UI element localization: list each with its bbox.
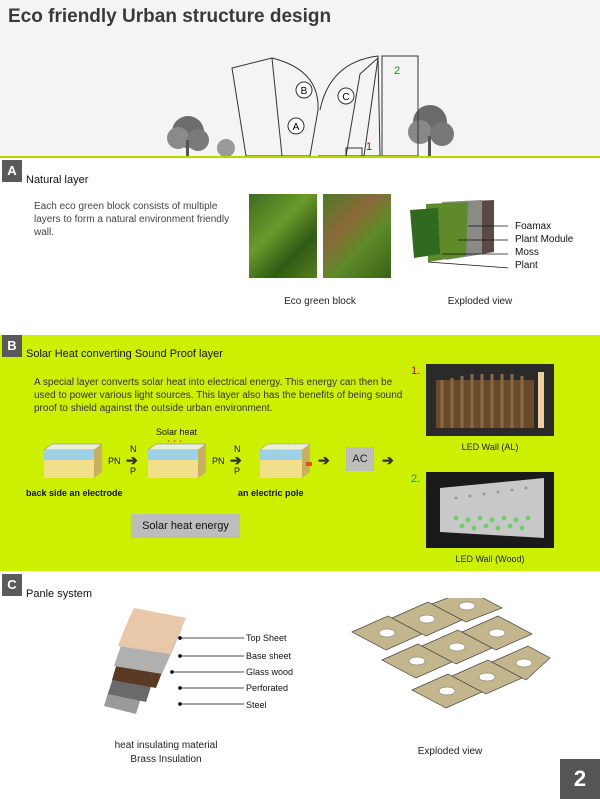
exploded-view-a xyxy=(398,196,508,270)
pn-label-1: PN xyxy=(108,456,121,466)
marker-c: C xyxy=(342,92,350,103)
layer-perforated: Perforated xyxy=(246,683,289,693)
ac-box: AC xyxy=(346,447,374,471)
layer-plant-module: Plant Module xyxy=(515,234,574,245)
marker-a: A xyxy=(292,122,300,133)
caption-heat-insulating: heat insulating material xyxy=(114,740,218,751)
electric-pole-label: an electric pole xyxy=(238,488,304,498)
section-a-text: Each eco green block consists of multiple layers to form a natural environment friendly wall. xyxy=(34,201,230,238)
led-wall-wood-image xyxy=(426,472,554,548)
layer-moss: Moss xyxy=(515,247,539,258)
section-a-badge: A xyxy=(2,160,22,182)
n-label-2: N xyxy=(234,444,241,454)
marker-b: B xyxy=(300,86,308,97)
caption-eco-green-block: Eco green block xyxy=(284,296,356,307)
arrow-right-icon-3: ➔ xyxy=(318,452,330,468)
caption-led-wall-wood: LED Wall (Wood) xyxy=(455,554,525,564)
layer-base-sheet: Base sheet xyxy=(246,651,292,661)
layer-top-sheet: Top Sheet xyxy=(246,633,287,643)
p-label-1: P xyxy=(130,466,137,476)
solar-heat-label: Solar heat xyxy=(156,427,198,437)
panel-layers-diagram xyxy=(96,606,246,736)
p-label-2: P xyxy=(234,466,241,476)
led-wall-al-image xyxy=(426,364,554,436)
tree-right xyxy=(408,105,454,156)
caption-exploded-view-c: Exploded view xyxy=(417,746,483,757)
section-b-text: A special layer converts solar heat into electrical energy. This energy can then be used to power various light sources. This layer also has the benefits of being sound proof to shield against the outside urban environment. xyxy=(34,377,403,414)
solar-heat-energy-box: Solar heat energy xyxy=(131,514,240,538)
arrow-right-icon-1: ➔ xyxy=(126,452,138,468)
section-c-title: Panle system xyxy=(26,588,93,600)
solar-cell-diagram xyxy=(30,440,330,490)
pn-label-2: PN xyxy=(212,456,225,466)
panel-exploded-view xyxy=(342,598,552,722)
caption-brass-insulation: Brass Insulation xyxy=(130,754,202,765)
caption-led-wall-al: LED Wall (AL) xyxy=(461,442,519,452)
wall-2-number: 2. xyxy=(411,473,421,485)
section-c-badge: C xyxy=(2,574,22,596)
tree-small xyxy=(217,139,235,157)
page-number: 2 xyxy=(560,759,600,799)
header-divider xyxy=(0,156,600,158)
marker-2: 2 xyxy=(394,65,401,77)
caption-exploded-view-a: Exploded view xyxy=(447,296,513,307)
page-title: Eco friendly Urban structure design xyxy=(8,6,332,27)
cell-1 xyxy=(44,444,102,478)
section-a-title: Natural layer xyxy=(26,174,89,186)
wall-1-number: 1. xyxy=(411,365,421,377)
layer-steel: Steel xyxy=(246,700,267,710)
arrow-right-icon-2: ➔ xyxy=(230,452,242,468)
electrode-label: back side an electrode xyxy=(26,488,123,498)
cell-3 xyxy=(260,444,312,478)
green-block-image-2 xyxy=(323,194,391,278)
marker-1: 1 xyxy=(366,141,373,153)
cell-2 xyxy=(148,440,206,478)
building-sketch xyxy=(150,40,470,158)
layer-foamax: Foamax xyxy=(515,221,552,232)
section-b-badge: B xyxy=(2,335,22,357)
arrow-right-icon-4: ➔ xyxy=(382,452,394,468)
layer-plant: Plant xyxy=(515,260,538,271)
green-block-image-1 xyxy=(249,194,317,278)
layer-glass-wood: Glass wood xyxy=(246,667,294,677)
tree-left xyxy=(167,116,209,156)
section-b-title: Solar Heat converting Sound Proof layer xyxy=(26,348,223,360)
n-label-1: N xyxy=(130,444,137,454)
